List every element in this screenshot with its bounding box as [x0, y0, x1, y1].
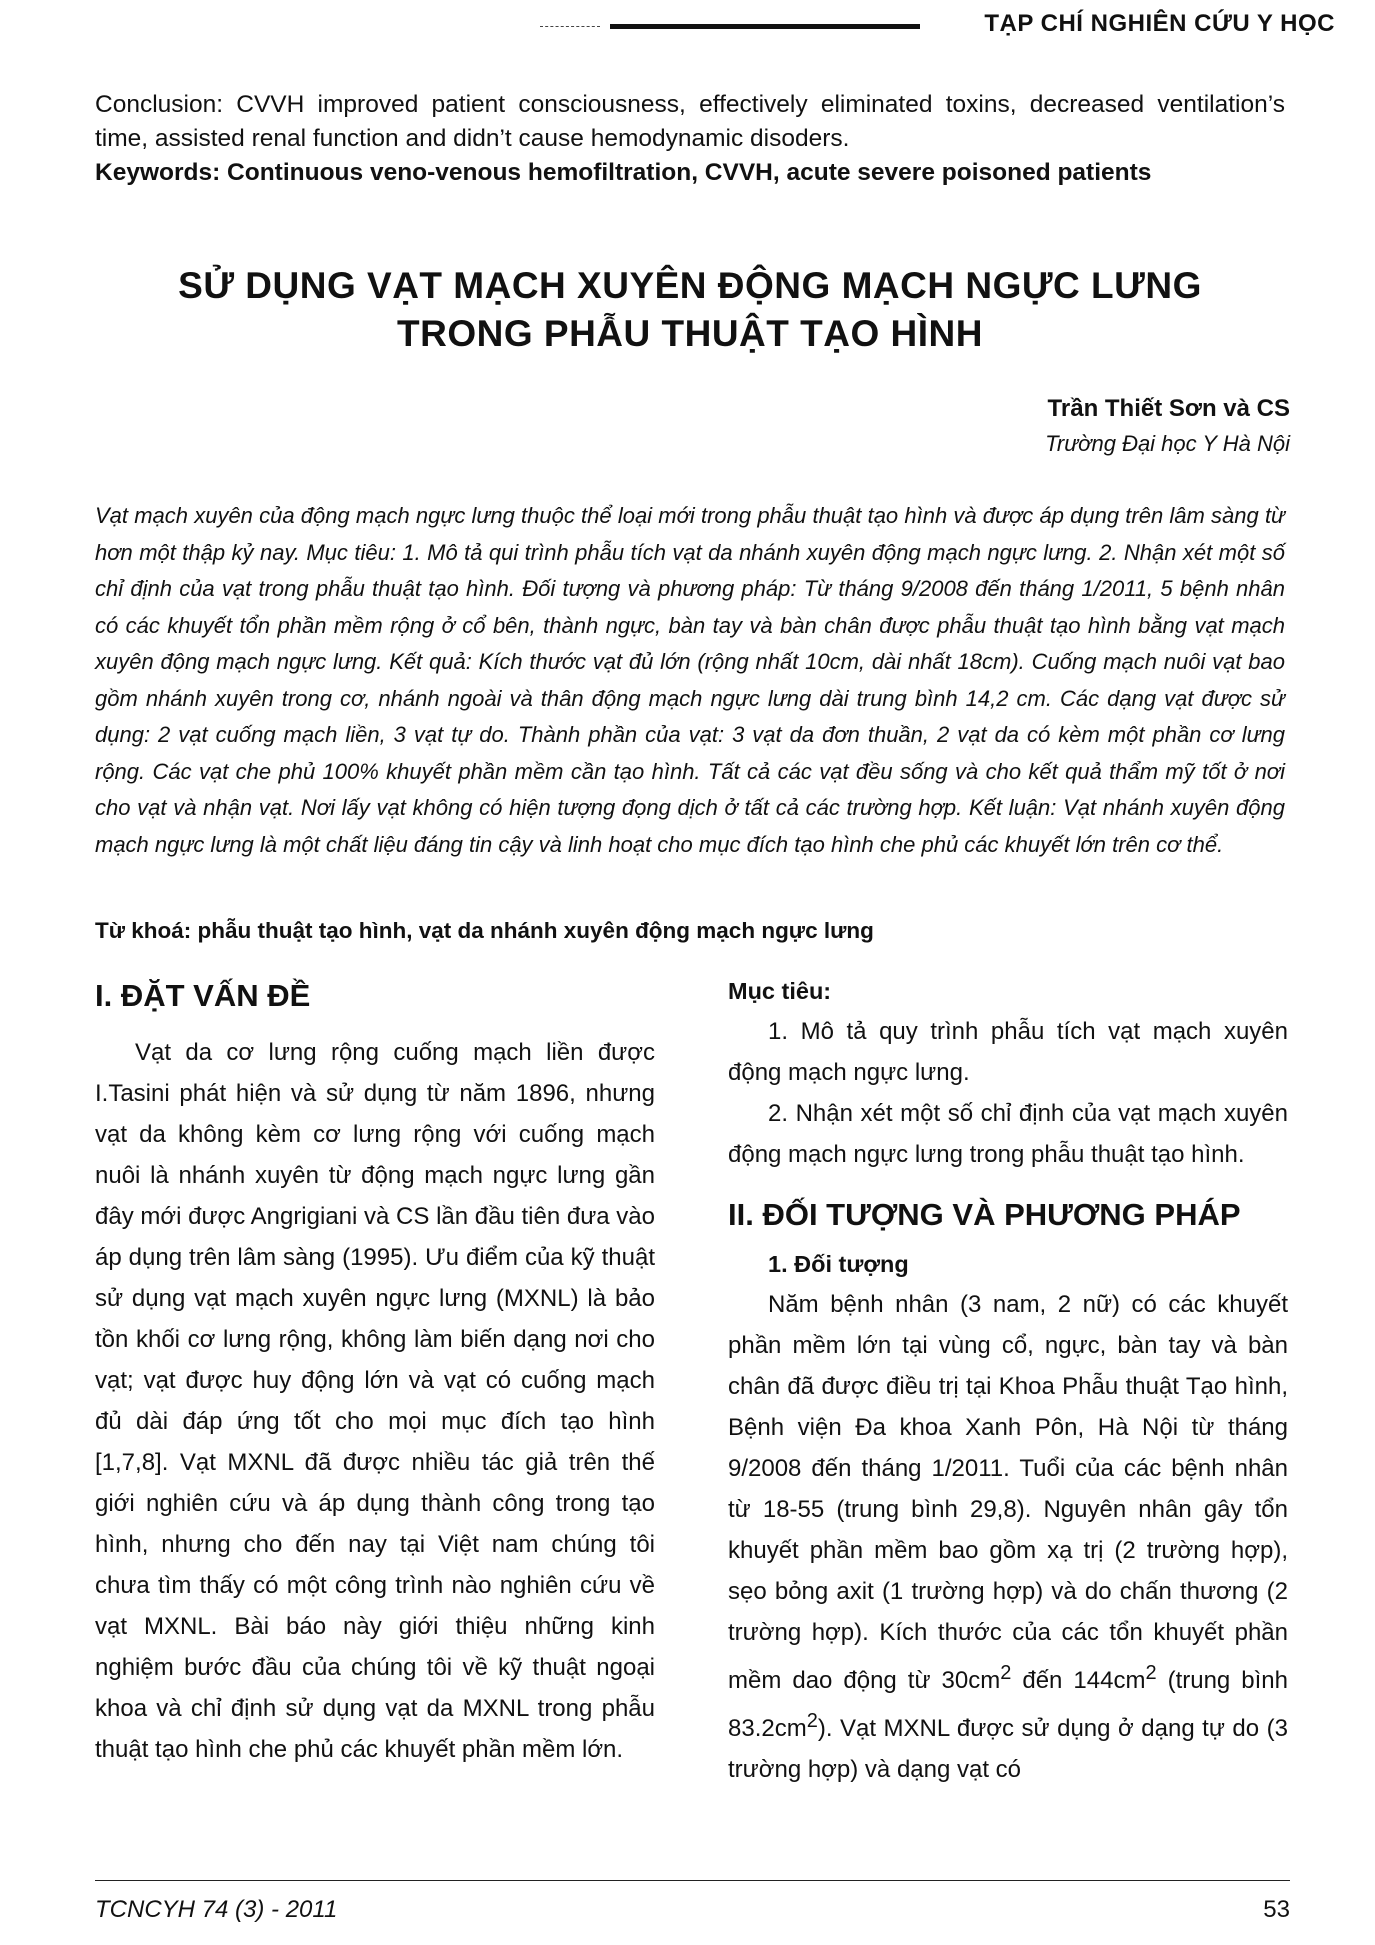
- left-column: [95, 978, 655, 1770]
- journal-title: TẠP CHÍ NGHIÊN CỨU Y HỌC: [984, 10, 1335, 37]
- author-names: Trần Thiết Sơn và CS: [1047, 395, 1290, 422]
- article-title-line1: SỬ DỤNG VẠT MẠCH XUYÊN ĐỘNG MẠCH NGỰC LƯNG: [178, 265, 1202, 306]
- author-affiliation: Trường Đại học Y Hà Nội: [1045, 431, 1290, 456]
- superscript-2b: 2: [1145, 1662, 1157, 1684]
- objective-item-1: 1. Mô tả quy trình phẫu tích vạt mạch xuyên động mạch ngực lưng.: [728, 1018, 1288, 1086]
- author-block: [1045, 395, 1290, 457]
- abstract-vn: Vạt mạch xuyên của động mạch ngực lưng thuộc thể loại mới trong phẫu thuật tạo hình và được áp dụng trên lâm sàng từ hơn một thập kỷ nay. Mục tiêu: 1. Mô tả qui trình phẫu tích vạt da nhánh xuyên động mạch ngực lưng. 2. Nhận xét một số chỉ định của vạt trong phẫu thuật tạo hình. Đối tượng và phương pháp: Từ tháng 9/2008 đến tháng 1/2011, 5 bệnh nhân có các khuyết tổn phần mềm rộng ở cổ bên, thành ngực, bàn tay và bàn chân được phẫu thuật tạo hình bằng vạt mạch xuyên động mạch ngực lưng. Kết quả: Kích thước vạt đủ lớn (rộng nhất 10cm, dài nhất 18cm). Cuống mạch nuôi vạt bao gồm nhánh xuyên trong cơ, nhánh ngoài và thân động mạch ngực lưng dài trung bình 14,2 cm. Các dạng vạt được sử dụng: 2 vạt cuống mạch liền, 3 vạt tự do. Thành phần của vạt: 3 vạt da đơn thuần, 2 vạt da có kèm một phần cơ lưng rộng. Các vạt che phủ 100% khuyết phần mềm cần tạo hình. Tất cả các vạt đều sống và cho kết quả thẩm mỹ tốt ở nơi cho vạt và nhận vạt. Nơi lấy vạt không có hiện tượng đọng dịch ở tất cả các trường hợp. Kết luận: Vạt nhánh xuyên động mạch ngực lưng là một chất liệu đáng tin cậy và linh hoạt cho mục đích tạo hình che phủ các khuyết lớn trên cơ thể.: [95, 503, 1285, 857]
- section2-paragraph: [728, 1284, 1288, 1790]
- section1-paragraph: Vạt da cơ lưng rộng cuống mạch liền được I.Tasini phát hiện và sử dụng từ năm 1896, nhưng vạt da không kèm cơ lưng rộng với cuống mạch nuôi là nhánh xuyên từ động mạch ngực lưng gần đây mới được Angrigiani và CS lần đầu tiên đưa vào áp dụng trên lâm sàng (1995). Ưu điểm của kỹ thuật sử dụng vạt mạch xuyên ngực lưng (MXNL) là bảo tồn khối cơ lưng rộng, không làm biến dạng nơi cho vạt; vạt được huy động lớn và vạt có cuống mạch đủ dài đáp ứng tốt cho mọi mục đích tạo hình [1,7,8]. Vạt MXNL đã được nhiều tác giả trên thế giới nghiên cứu và áp dụng thành công trong tạo hình, nhưng cho đến nay tại Việt nam chúng tôi chưa tìm thấy có một công trình nào nghiên cứu về vạt MXNL. Bài báo này giới thiệu những kinh nghiệm bước đầu của chúng tôi về kỹ thuật ngoại khoa và chỉ định sử dụng vạt da MXNL trong phẫu thuật tạo hình che phủ các khuyết phần mềm lớn.: [95, 1039, 655, 1763]
- section2-text-part2: đến 144cm: [1011, 1667, 1146, 1694]
- objectives-label: Mục tiêu:: [728, 978, 832, 1004]
- footer-rule: [95, 1880, 1290, 1881]
- superscript-2c: 2: [806, 1710, 818, 1732]
- header-rule-thick: [610, 24, 920, 29]
- section2-heading: II. ĐỐI TƯỢNG VÀ PHƯƠNG PHÁP: [728, 1197, 1241, 1232]
- article-title: [95, 262, 1285, 358]
- running-header: [530, 8, 1335, 48]
- keywords-en: Keywords: Continuous veno-venous hemofiltration, CVVH, acute severe poisoned patients: [95, 159, 1152, 186]
- right-column: [728, 978, 1288, 1790]
- section1-heading: I. ĐẶT VẤN ĐỀ: [95, 978, 311, 1013]
- section2-text-part3: (trung bình 83.2cm: [728, 1667, 1288, 1742]
- keywords-vn: Từ khoá: phẫu thuật tạo hình, vạt da nhánh xuyên động mạch ngực lưng: [95, 918, 874, 943]
- conclusion-en: Conclusion: CVVH improved patient consciousness, effectively eliminated toxins, decreased ventilation’s time, assisted renal function and didn’t cause hemodynamic disoders.: [95, 91, 1285, 152]
- footer-journal-ref: TCNCYH 74 (3) - 2011: [95, 1896, 338, 1923]
- previous-article-abstract-end: [95, 88, 1285, 190]
- header-rule-dashed: [540, 26, 600, 27]
- superscript-2a: 2: [1000, 1662, 1012, 1684]
- article-title-line2: TRONG PHẪU THUẬT TẠO HÌNH: [397, 313, 983, 354]
- page-number: 53: [1263, 1896, 1290, 1923]
- objective-item-2: 2. Nhận xét một số chỉ định của vạt mạch xuyên động mạch ngực lưng trong phẫu thuật tạo hình.: [728, 1100, 1288, 1168]
- section2-text-part1: Năm bệnh nhân (3 nam, 2 nữ) có các khuyết phần mềm lớn tại vùng cổ, ngực, bàn tay và bàn chân đã được điều trị tại Khoa Phẫu thuật Tạo hình, Bệnh viện Đa khoa Xanh Pôn, Hà Nội từ tháng 9/2008 đến tháng 1/2011. Tuổi của các bệnh nhân từ 18-55 (trung bình 29,8). Nguyên nhân gây tổn khuyết phần mềm bao gồm xạ trị (2 trường hợp), sẹo bỏng axit (1 trường hợp) và do chấn thương (2 trường hợp). Kích thước của các tổn khuyết phần mềm dao động từ 30cm: [728, 1291, 1288, 1694]
- section2-text-part4: ). Vạt MXNL được sử dụng ở dạng tự do (3 trường hợp) và dạng vạt có: [728, 1715, 1288, 1783]
- section2-subheading: 1. Đối tượng: [768, 1251, 909, 1277]
